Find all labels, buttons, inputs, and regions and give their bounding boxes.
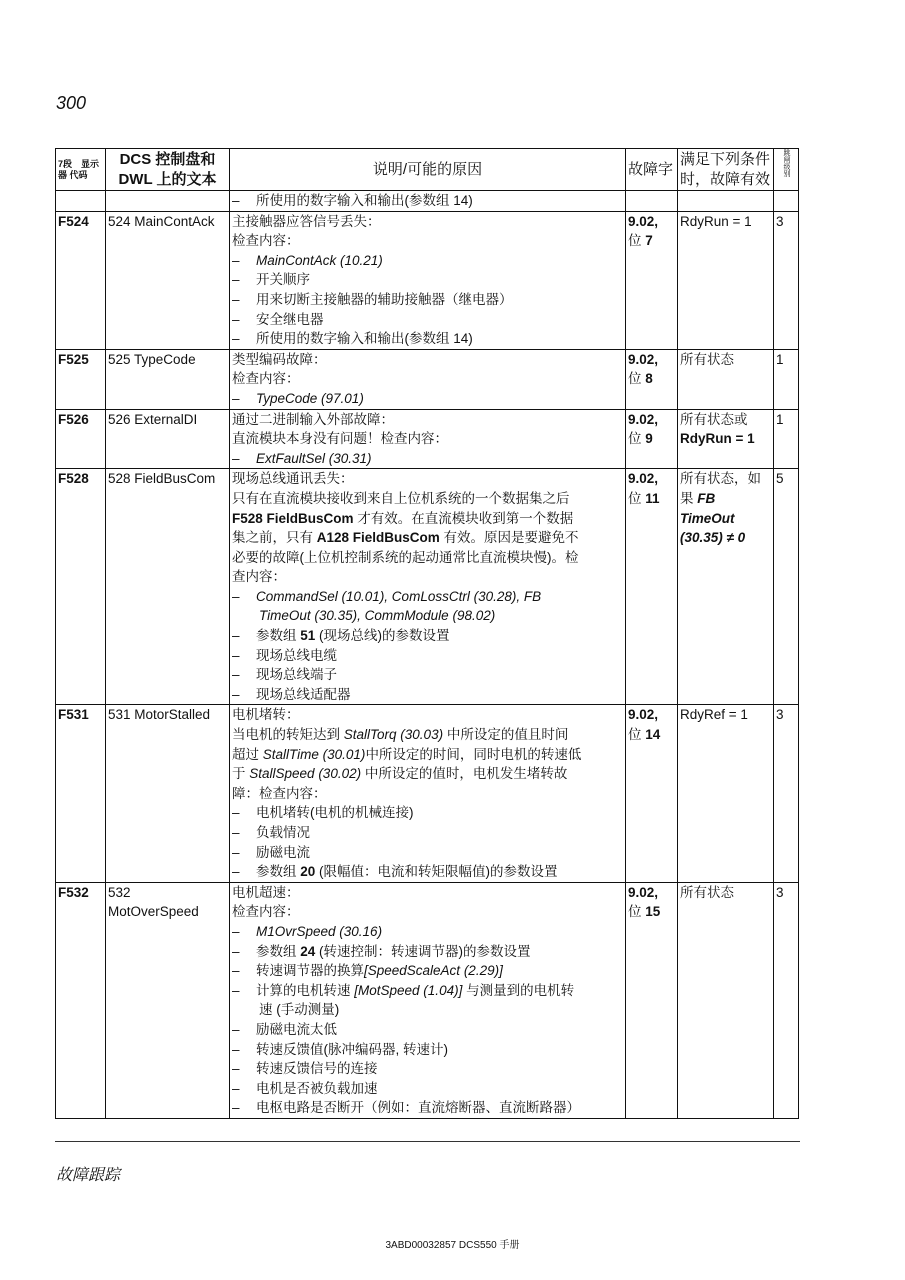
condition-line [680,429,771,449]
fault-description [230,882,626,1118]
text-segment: 障：检查内容： [232,785,327,801]
text-segment: 15 [645,904,661,920]
fault-name: 524 MainContAck [106,211,230,349]
fault-code: F532 [56,882,106,1118]
text-segment: 位 [628,490,646,506]
text-segment: CommandSel (10.01), ComLossCtrl (30.28), FB [256,588,542,604]
text-segment: 参数组 [256,864,301,880]
header-code: 7段 显示器 代码 [56,149,106,191]
condition-line [680,509,771,529]
fault-condition [678,191,774,212]
text-segment: 转速反馈信号的连接 [256,1061,378,1077]
fault-name: 528 FieldBusCom [106,469,230,705]
fault-code: F525 [56,349,106,409]
fault-word-line [628,725,675,745]
fault-name: 532 MotOverSpeed [106,882,230,1118]
text-segment: 位 [628,233,646,249]
description-line [232,843,623,863]
fault-name: 525 TypeCode [106,349,230,409]
text-segment: 检查内容： [232,904,300,920]
table-row [56,211,799,349]
description-line [232,725,623,745]
text-segment: 必要的故障(上位机控制系统的起动通常比直流模块慢)。检 [232,549,579,565]
condition-line [680,410,771,430]
description-line [232,429,623,449]
text-segment: 现场总线电缆 [256,647,337,663]
description-line [232,270,623,290]
text-segment: 所使用的数字输入和输出(参数组 14) [256,193,473,208]
description-line [232,310,623,330]
condition-line [680,528,771,548]
text-segment: 主接触器应答信号丢失： [232,213,381,229]
text-segment: 所有状态，如 [680,471,761,487]
text-segment: 只有在直流模块接收到来自上位机系统的一个数据集之后 [232,490,570,506]
text-segment: 所有状态或 [680,411,748,427]
table-row [56,191,799,212]
description-line [232,922,623,942]
text-segment: 9.02, [628,351,659,367]
description-line [232,587,623,607]
description-line [232,528,623,548]
text-segment: 才有效。在直流模块收到第一个数据 [353,510,574,526]
trip-level [774,191,799,212]
text-segment: 计算的电机转速 [256,982,355,998]
text-segment: 位 [628,727,646,743]
fault-description [230,211,626,349]
fault-word-line [628,429,675,449]
text-segment: 所有状态 [680,884,734,900]
description-line [232,883,623,903]
fault-condition [678,349,774,409]
text-segment: M1OvrSpeed (30.16) [256,923,383,939]
text-segment: 开关顺序 [256,272,310,288]
trip-level: 3 [774,882,799,1118]
text-segment: 20 [300,864,316,880]
trip-level: 3 [774,211,799,349]
text-segment: 通过二进制输入外部故障： [232,411,394,427]
text-segment: 9.02, [628,213,659,229]
fault-word-line [628,231,675,251]
description-line [232,1059,623,1079]
text-segment: RdyRun = 1 [680,431,755,447]
fault-word [626,882,678,1118]
fault-name: 526 ExternalDI [106,409,230,469]
text-segment: StallSpeed (30.02) [249,766,362,782]
fault-code: F526 [56,409,106,469]
description-line [232,626,623,646]
condition-line [680,489,771,509]
text-segment: 现场总线适配器 [256,686,351,702]
text-segment: (30.35) ≠ 0 [680,530,746,546]
description-line [232,369,623,389]
text-segment: 当电机的转矩达到 [232,727,344,743]
text-segment: 励磁电流太低 [256,1021,337,1037]
header-cond: 满足下列条件时，故障有效 [678,149,774,191]
table-row [56,469,799,705]
text-segment: 现场总线端子 [256,667,337,683]
text-segment: 负载情况 [256,825,310,840]
fault-word-line [628,883,675,903]
description-line [232,745,623,765]
description-line [232,606,623,626]
description-line [232,410,623,430]
text-segment: 果 [680,490,698,506]
text-segment: 9 [645,431,653,447]
fault-word-line [628,902,675,922]
fault-condition [678,409,774,469]
text-segment: 9.02, [628,471,659,487]
text-segment: 电机堵转(电机的机械连接) [256,805,414,821]
table-header-row [56,149,799,191]
text-segment: 9.02, [628,884,659,900]
description-line [232,350,623,370]
text-segment: 速 (手动测量) [232,1002,340,1018]
fault-table [55,148,799,1119]
text-segment: 类型编码故障： [232,351,327,367]
fault-condition [678,705,774,882]
table-row [56,349,799,409]
text-segment: 查内容： [232,569,286,585]
text-segment: 集之前，只有 [232,530,317,546]
text-segment: MainContAck (10.21) [256,252,383,268]
text-segment: StallTime (30.01) [262,746,366,762]
condition-line [680,350,771,370]
text-segment: [SpeedScaleAct (2.29)] [364,963,503,979]
description-line [232,705,623,725]
text-segment: 位 [628,371,646,387]
description-line [232,290,623,310]
fault-code: F531 [56,705,106,882]
description-line [232,567,623,587]
description-line [232,191,623,211]
description-line [232,961,623,981]
text-segment: 中所设定的值时，电机发生堵转故 [361,766,568,782]
description-line [232,784,623,804]
manual-id: 3ABD00032857 DCS550 手册 [385,1240,520,1251]
text-segment: 8 [645,371,653,387]
description-line [232,685,623,705]
fault-word [626,349,678,409]
text-segment: RdyRef = 1 [680,707,748,723]
description-line [232,389,623,409]
fault-word [626,191,678,212]
text-segment: TimeOut (30.35), CommModule (98.02) [232,608,496,624]
text-segment: (转速控制：转速调节器)的参数设置 [315,943,531,959]
text-segment: 现场总线通讯丢失： [232,471,354,487]
fault-description [230,469,626,705]
text-segment: 电机是否被负载加速 [256,1080,378,1096]
text-segment: 9.02, [628,707,659,723]
text-segment: 位 [628,904,646,920]
text-segment: FB [697,490,716,506]
text-segment: RdyRun = 1 [680,213,752,229]
text-segment: A128 FieldBusCom [316,530,440,546]
description-line [232,1000,623,1020]
description-line [232,489,623,509]
page-number: 300 [56,93,87,113]
description-line [232,942,623,962]
condition-line [680,883,771,903]
footer-rule [55,1141,800,1142]
description-line [232,1040,623,1060]
fault-word-line [628,350,675,370]
text-segment: 11 [645,490,660,506]
fault-name: 531 MotorStalled [106,705,230,882]
header-text: DCS 控制盘和 DWL 上的文本 [106,149,230,191]
text-segment: 中所设定的值且时间 [443,727,569,743]
description-line [232,469,623,489]
fault-word [626,409,678,469]
trip-level: 5 [774,469,799,705]
fault-word-line [628,212,675,232]
fault-word-line [628,369,675,389]
description-line [232,251,623,271]
fault-word [626,211,678,349]
description-line [232,1020,623,1040]
description-line [232,1079,623,1099]
fault-word-line [628,410,675,430]
fault-condition [678,469,774,705]
description-line [232,212,623,232]
text-segment: 所使用的数字输入和输出(参数组 14) [256,331,473,347]
header-word: 故障字 [626,149,678,191]
text-segment: 用来切断主接触器的辅助接触器（继电器） [256,291,513,307]
fault-word-line [628,705,675,725]
description-line [232,823,623,843]
fault-word [626,705,678,882]
text-segment: TypeCode (97.01) [256,390,364,406]
fault-description [230,409,626,469]
fault-word-line [628,489,675,509]
text-segment: [MotSpeed (1.04)] [354,982,463,998]
section-title: 故障跟踪 [56,1165,121,1184]
text-segment: 中所设定的时间，同时电机的转速低 [365,746,582,762]
description-line [232,665,623,685]
text-segment: 励磁电流 [256,844,310,860]
fault-code: F528 [56,469,106,705]
text-segment: 与测量到的电机转 [462,982,575,998]
fault-name [106,191,230,212]
text-segment: 电机超速： [232,884,300,900]
trip-level: 1 [774,349,799,409]
text-segment: StallTorq (30.03) [343,727,444,743]
trip-level: 1 [774,409,799,469]
text-segment: TimeOut [680,510,735,526]
text-segment: 14 [645,727,661,743]
description-line [232,548,623,568]
text-segment: F528 FieldBusCom [232,510,354,526]
text-segment: 51 [300,628,316,644]
table-row [56,882,799,1118]
fault-description [230,191,626,212]
table-row [56,705,799,882]
text-segment: 所有状态 [680,351,734,367]
condition-line [680,212,771,232]
text-segment: 24 [300,943,316,959]
text-segment: 9.02, [628,411,659,427]
text-segment: 有效。原因是要避免不 [439,530,579,546]
text-segment: (现场总线)的参数设置 [315,628,450,644]
text-segment: 检查内容： [232,233,300,249]
description-line [232,646,623,666]
text-segment: 位 [628,431,646,447]
text-segment: 检查内容： [232,371,300,387]
description-line [232,231,623,251]
table-row [56,409,799,469]
text-segment: 于 [232,766,250,782]
description-line [232,509,623,529]
fault-word-line [628,469,675,489]
description-line [232,862,623,882]
fault-code: F524 [56,211,106,349]
description-line [232,449,623,469]
fault-condition [678,882,774,1118]
description-line [232,764,623,784]
text-segment: 7 [645,233,653,249]
text-segment: (限幅值：电流和转矩限幅值)的参数设置 [315,864,558,880]
description-line [232,981,623,1001]
text-segment: 转速调节器的换算 [256,963,364,979]
text-segment: ExtFaultSel (30.31) [256,450,372,466]
fault-description [230,349,626,409]
fault-code [56,191,106,212]
description-line [232,803,623,823]
header-level: 跳闸级别 [774,149,799,191]
fault-word [626,469,678,705]
condition-line [680,705,771,725]
text-segment: 参数组 [256,628,301,644]
text-segment: 超过 [232,746,263,762]
text-segment: 电机堵转： [232,707,300,723]
condition-line [680,469,771,489]
text-segment: 转速反馈值(脉冲编码器, 转速计) [256,1041,448,1057]
description-line [232,902,623,922]
trip-level: 3 [774,705,799,882]
text-segment: 参数组 [256,943,301,959]
description-line [232,1098,623,1118]
description-line [232,329,623,349]
text-segment: 直流模块本身没有问题！检查内容： [232,431,448,447]
text-segment: 安全继电器 [256,311,324,327]
text-segment: 电枢电路是否断开（例如：直流熔断器、直流断路器） [256,1100,580,1116]
fault-condition [678,211,774,349]
fault-description [230,705,626,882]
header-desc: 说明/可能的原因 [230,149,626,191]
